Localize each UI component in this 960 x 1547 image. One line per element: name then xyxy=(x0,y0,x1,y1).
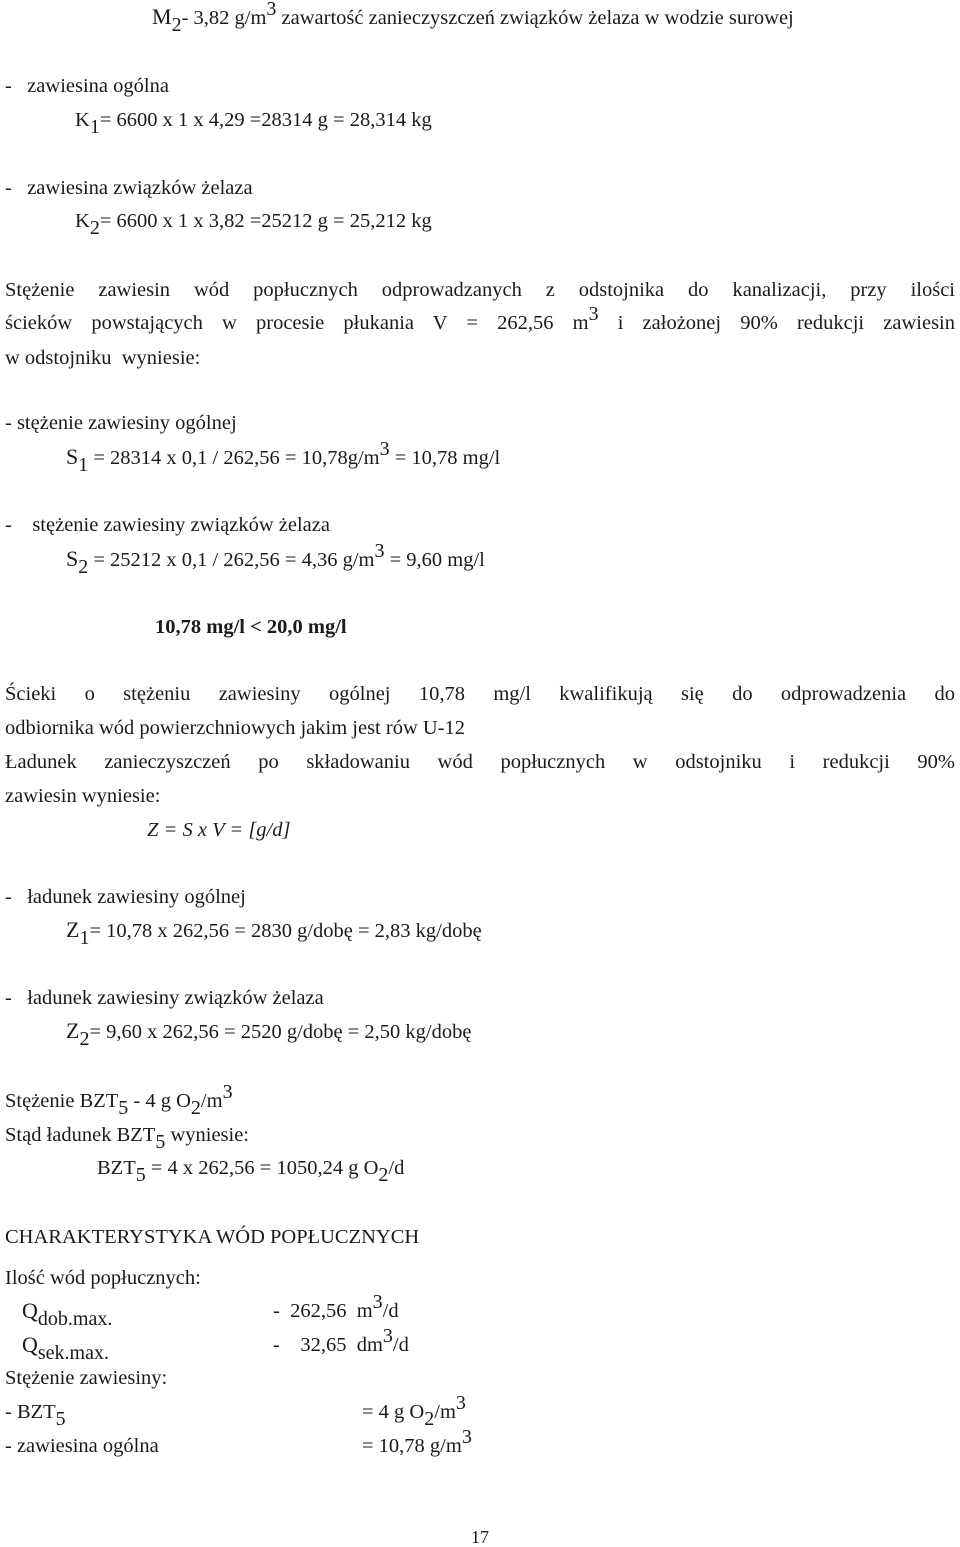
ilosc-label: Ilość wód popłucznych: xyxy=(5,1267,201,1289)
item-ladunek-ogolnej: - ładunek zawiesiny ogólnej xyxy=(5,886,246,908)
s2-formula: S2 = 25212 x 0,1 / 262,56 = 4,36 g/m3 = 9,60 mg/l xyxy=(66,540,485,578)
m2-line: M2- 3,82 g/m3 zawartość zanieczyszczeń związków żelaza w wodzie surowej xyxy=(152,0,794,36)
paragraph-line: Stężenie zawiesin wód popłucznych odprowadzanych z odstojnika do kanalizacji, przy ilości xyxy=(5,279,955,301)
item-stezenie-ogolnej: - stężenie zawiesiny ogólnej xyxy=(5,412,237,434)
paragraph-line: w odstojniku wyniesie: xyxy=(5,347,201,369)
paragraph-line: ścieków powstających w procesie płukania V = 262,56 m3 i założonej 90% redukcji zawiesin xyxy=(5,303,955,334)
q-sek-value: - 32,65 dm3/d xyxy=(273,1325,409,1356)
section-heading: CHARAKTERYSTYKA WÓD POPŁUCZNYCH xyxy=(5,1226,420,1248)
bzt-load-intro: Stąd ładunek BZT5 wyniesie: xyxy=(5,1124,250,1153)
paragraph-line: Ścieki o stężeniu zawiesiny ogólnej 10,78 mg/l kwalifikują się do odprowadzenia do xyxy=(5,683,955,705)
bzt-load-formula: BZT5 = 4 x 262,56 = 1050,24 g O2/d xyxy=(97,1157,405,1186)
z2-formula: Z2= 9,60 x 262,56 = 2520 g/dobę = 2,50 kg/dobę xyxy=(66,1018,472,1050)
q-sek-label: Qsek.max. xyxy=(22,1332,109,1364)
item-stezenie-zelaza: - stężenie zawiesiny związków żelaza xyxy=(5,514,330,536)
paragraph-line: odbiornika wód powierzchniowych jakim jest rów U-12 xyxy=(5,717,466,739)
comparison: 10,78 mg/l < 20,0 mg/l xyxy=(155,616,347,638)
bzt-concentration: Stężenie BZT5 - 4 g O2/m3 xyxy=(5,1081,233,1119)
bzt5-row-value: = 4 g O2/m3 xyxy=(362,1392,466,1430)
q-dob-value: - 262,56 m3/d xyxy=(273,1291,399,1322)
s1-formula: S1 = 28314 x 0,1 / 262,56 = 10,78g/m3 = 10,78 mg/l xyxy=(66,438,501,476)
page-number: 17 xyxy=(471,1527,489,1547)
stezenie-label: Stężenie zawiesiny: xyxy=(5,1367,168,1389)
zawiesina-row-label: - zawiesina ogólna xyxy=(5,1435,159,1457)
k1-formula: K1= 6600 x 1 x 4,29 =28314 g = 28,314 kg xyxy=(75,109,432,138)
z1-formula: Z1= 10,78 x 262,56 = 2830 g/dobę = 2,83 kg/dobę xyxy=(66,917,482,949)
bzt5-row-label: - BZT5 xyxy=(5,1401,66,1430)
paragraph-line: zawiesin wyniesie: xyxy=(5,785,161,807)
k2-formula: K2= 6600 x 1 x 3,82 =25212 g = 25,212 kg xyxy=(75,210,432,239)
item-ladunek-zelaza: - ładunek zawiesiny związków żelaza xyxy=(5,987,324,1009)
q-dob-label: Qdob.max. xyxy=(22,1298,113,1330)
item-zawiesina-ogolna: - zawiesina ogólna xyxy=(5,75,169,97)
item-zawiesina-zelaza: - zawiesina związków żelaza xyxy=(5,177,253,199)
paragraph-line: Ładunek zanieczyszczeń po składowaniu wód popłucznych w odstojniku i redukcji 90% xyxy=(5,751,955,773)
formula-z: Z = S x V = [g/d] xyxy=(147,819,291,841)
zawiesina-row-value: = 10,78 g/m3 xyxy=(362,1426,472,1457)
